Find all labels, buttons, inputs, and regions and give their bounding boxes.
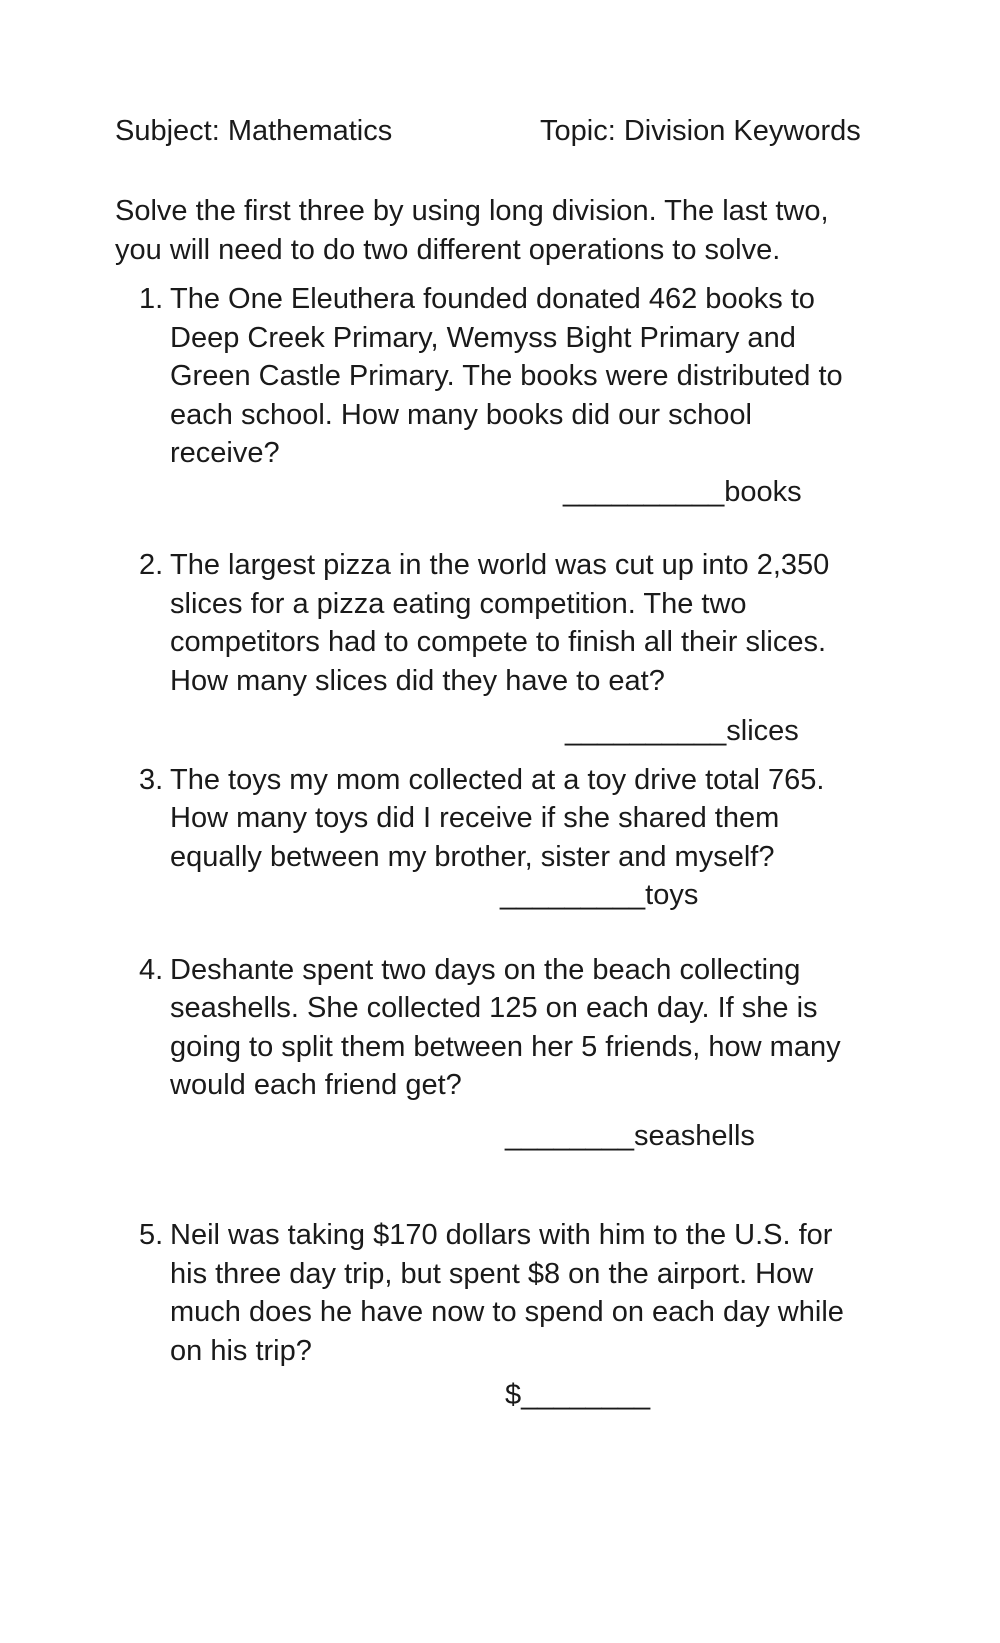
- question-list: [139, 280, 1000, 1415]
- question-line: seashells. She collected 125 on each day. If she is: [170, 992, 818, 1024]
- question-line: would each friend get?: [170, 1069, 462, 1101]
- question-line: on his trip?: [170, 1334, 312, 1367]
- instructions-text: [115, 192, 1000, 269]
- answer-unit: books: [724, 475, 802, 508]
- question-line: receive?: [170, 437, 280, 469]
- question-line: Green Castle Primary. The books were distributed to: [170, 360, 843, 392]
- question-line: his three day trip, but spent $8 on the airport. How: [170, 1257, 814, 1290]
- answer-line-1: [563, 473, 1000, 512]
- question-line: How many slices did they have to eat?: [170, 664, 665, 697]
- question-line: Deep Creek Primary, Wemyss Bight Primary and: [170, 321, 796, 354]
- instructions-line: Solve the first three by using long division. The last two,: [115, 195, 829, 227]
- question-line: Neil was taking $170 dollars with him to the U.S. for: [170, 1219, 833, 1251]
- question-number: 3.: [139, 763, 164, 796]
- instructions-line: you will need to do two different operations to solve.: [115, 233, 781, 266]
- question-5: [139, 1216, 1000, 1415]
- answer-prefix: $: [505, 1379, 522, 1411]
- answer-blank-dollars[interactable]: ________: [521, 1379, 651, 1411]
- answer-blank-books[interactable]: __________: [563, 475, 725, 508]
- answer-blank-seashells[interactable]: ________: [505, 1119, 635, 1152]
- question-text: [170, 761, 1000, 915]
- question-line: The One Eleuthera founded donated 462 books to: [170, 283, 815, 315]
- question-1: [139, 280, 1000, 511]
- question-number: 4.: [139, 953, 164, 986]
- question-text: [170, 280, 1000, 511]
- question-4: [139, 951, 1000, 1156]
- answer-line-4: [505, 1117, 1000, 1156]
- question-3: [139, 761, 1000, 915]
- question-line: The toys my mom collected at a toy drive total 765.: [170, 763, 825, 796]
- question-line: going to split them between her 5 friends, how many: [170, 1030, 841, 1063]
- question-line: How many toys did I receive if she shared them: [170, 802, 780, 834]
- answer-line-5: [505, 1376, 1000, 1415]
- question-2: [139, 546, 1000, 751]
- answer-blank-toys[interactable]: _________: [500, 879, 646, 911]
- answer-unit: slices: [726, 715, 799, 747]
- question-line: The largest pizza in the world was cut up into 2,350: [170, 549, 830, 581]
- question-line: Deshante spent two days on the beach collecting: [170, 953, 801, 986]
- question-text: [170, 951, 1000, 1156]
- topic-label: Topic: Division Keywords: [540, 115, 861, 147]
- question-number: 2.: [139, 549, 164, 581]
- answer-unit: toys: [645, 879, 699, 911]
- question-line: slices for a pizza eating competition. The two: [170, 587, 747, 620]
- question-line: each school. How many books did our school: [170, 398, 752, 431]
- answer-unit: seashells: [634, 1119, 755, 1152]
- answer-line-2: [565, 712, 1000, 751]
- question-text: [170, 1216, 1000, 1415]
- question-number: 1.: [139, 283, 164, 315]
- answer-blank-slices[interactable]: __________: [565, 715, 727, 747]
- question-line: much does he have now to spend on each day while: [170, 1296, 844, 1328]
- answer-line-3: [500, 876, 1000, 915]
- question-line: equally between my brother, sister and myself?: [170, 840, 775, 873]
- subject-label: Subject: Mathematics: [115, 115, 393, 147]
- worksheet-header: [115, 112, 1000, 151]
- question-number: 5.: [139, 1219, 164, 1251]
- question-text: [170, 546, 1000, 751]
- question-line: competitors had to compete to finish all their slices.: [170, 626, 827, 658]
